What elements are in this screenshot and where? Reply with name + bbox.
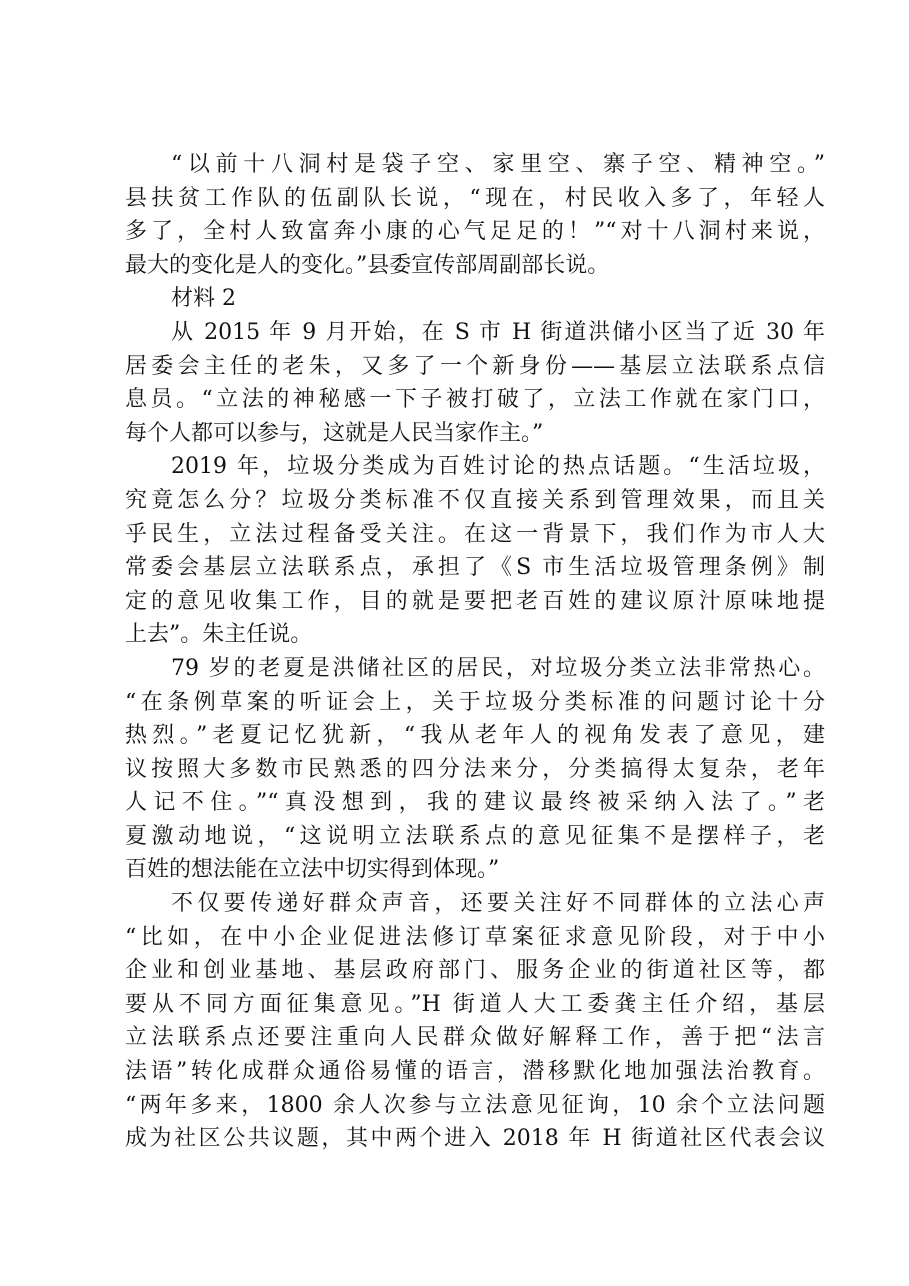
text-line: 县扶贫工作队的伍副队长说，“现在，村民收入多了，年轻人 (125, 185, 825, 211)
text-line: 立法联系点还要注重向人民群众做好解释工作，善于把“法言 (125, 1025, 825, 1051)
text-line: 议按照大多数市民熟悉的四分法来分，分类搞得太复杂，老年 (125, 756, 825, 782)
text-line: 人记不住。”“真没想到，我的建议最终被采纳入法了。”老 (125, 790, 825, 816)
text-line: 企业和创业基地、基层政府部门、服务企业的街道社区等，都 (125, 958, 825, 984)
text-line: “在条例草案的听证会上，关于垃圾分类标准的问题讨论十分 (125, 689, 825, 715)
text-line: 百姓的想法能在立法中切实得到体现。” (125, 857, 500, 883)
text-line: 居委会主任的老朱，又多了一个新身份——基层立法联系点信 (125, 353, 825, 379)
text-line: 最大的变化是人的变化。”县委宣传部周副部长说。 (125, 252, 610, 278)
text-line: 定的意见收集工作，目的就是要把老百姓的建议原汁原味地提 (125, 588, 825, 614)
text-line: 成为社区公共议题，其中两个进入 2018 年 H 街道社区代表会议 (125, 1126, 825, 1152)
text-line: 2019 年，垃圾分类成为百姓讨论的热点话题。“生活垃圾， (171, 454, 825, 480)
text-line: 多了，全村人致富奔小康的心气足足的！”“对十八洞村来说， (125, 219, 825, 245)
paragraph (125, 652, 825, 887)
text-line: “以前十八洞村是袋子空、家里空、寨子空、精神空。” (171, 152, 825, 177)
text-line: 从 2015 年 9 月开始，在 S 市 H 街道洪储小区当了近 30 年 (171, 319, 825, 345)
text-line: 不仅要传递好群众声音，还要关注好不同群体的立法心声 (171, 891, 825, 917)
text-line: 常委会基层立法联系点，承担了《S 市生活垃圾管理条例》制 (125, 555, 825, 581)
text-line: 法语”转化成群众通俗易懂的语言，潜移默化地加强法治教育。 (125, 1059, 825, 1085)
text-line: 79 岁的老夏是洪储社区的居民，对垃圾分类立法非常热心。 (171, 655, 825, 681)
text-line: 乎民生，立法过程备受关注。在这一背景下，我们作为市人大 (125, 521, 825, 547)
text-line: 上去”。朱主任说。 (125, 622, 313, 648)
paragraph (125, 450, 825, 652)
text-line: 息员。“立法的神秘感一下子被打破了，立法工作就在家门口， (125, 387, 825, 413)
text-line: 每个人都可以参与，这就是人民当家作主。” (125, 420, 544, 446)
paragraph (125, 148, 825, 282)
text-line: “比如，在中小企业促进法修订草案征求意见阶段，对于中小 (125, 924, 825, 950)
paragraph (125, 887, 825, 1156)
paragraph (125, 282, 825, 316)
document-body (125, 148, 825, 1156)
text-line: 热烈。”老夏记忆犹新，“我从老年人的视角发表了意见，建 (125, 723, 825, 749)
text-line: 材料 2 (171, 286, 236, 312)
text-line: 究竟怎么分？垃圾分类标准不仅直接关系到管理效果，而且关 (125, 487, 825, 513)
paragraph (125, 316, 825, 450)
text-line: 要从不同方面征集意见。”H 街道人大工委龚主任介绍，基层 (125, 991, 825, 1017)
text-line: “两年多来，1800 余人次参与立法意见征询，10 余个立法问题 (125, 1092, 825, 1118)
text-line: 夏激动地说，“这说明立法联系点的意见征集不是摆样子，老 (125, 823, 825, 849)
